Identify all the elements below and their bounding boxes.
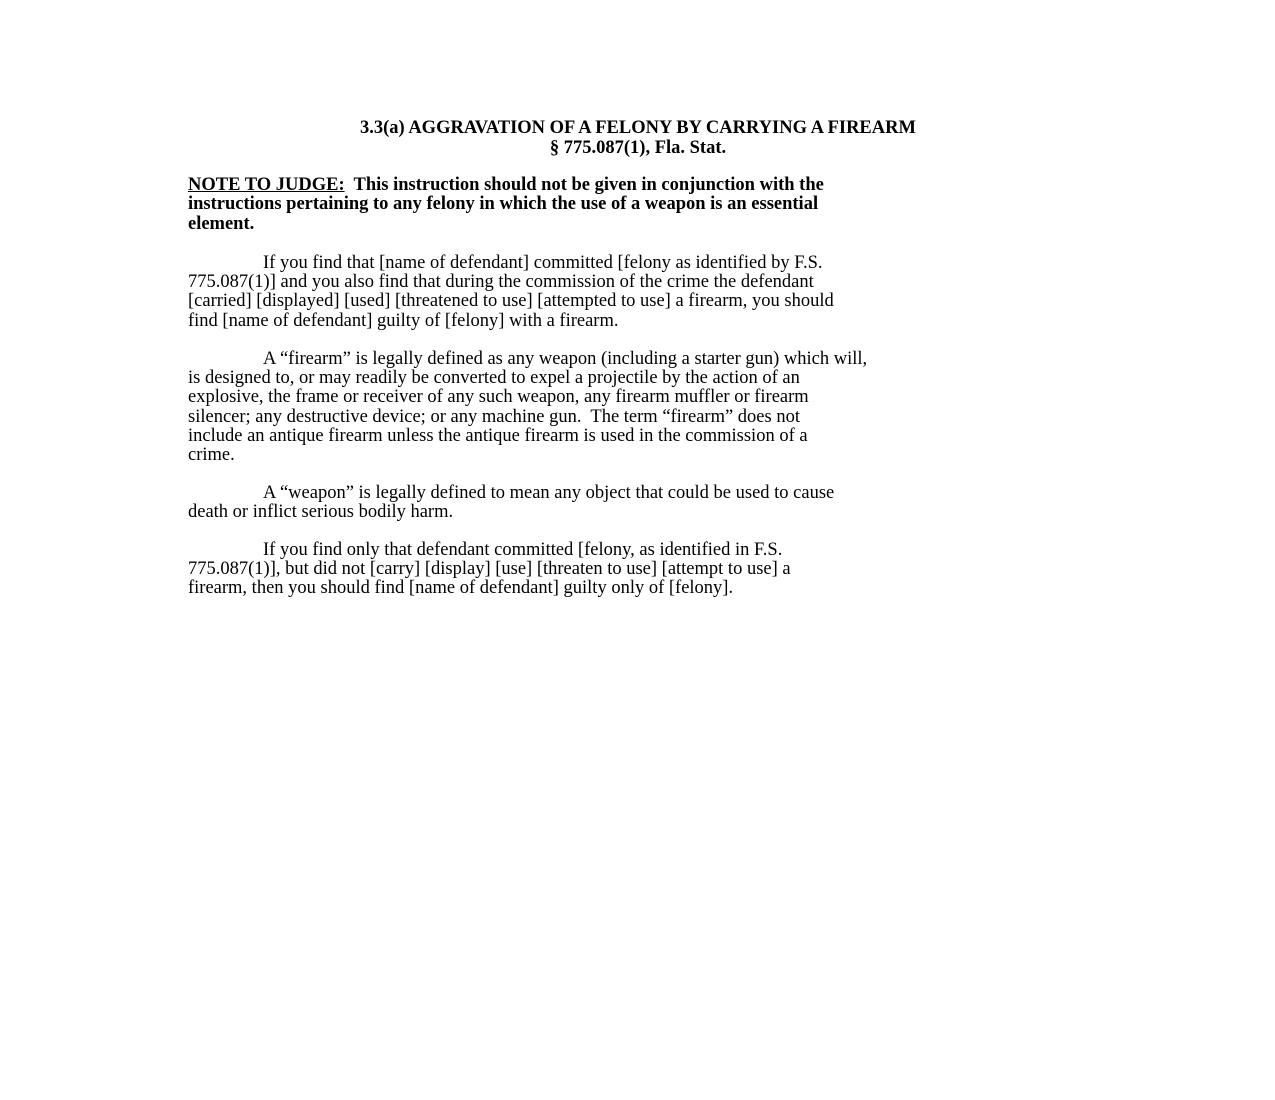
paragraph-line: If you find that [name of defendant] committed [felony as identified by F.S. (263, 253, 823, 273)
paragraph-line: crime. (188, 445, 235, 466)
paragraph-line: 775.087(1)] and you also find that during the commission of the crime the defendant (188, 272, 814, 293)
paragraph-line: death or inflict serious bodily harm. (188, 502, 454, 523)
paragraph-line: include an antique firearm unless the antique firearm is used in the commission of a (188, 425, 808, 446)
paragraph-line: explosive, the frame or receiver of any such weapon, any firearm muffler or firearm (188, 387, 809, 408)
note-text: This instruction should not be given in conjunction with the (344, 175, 824, 195)
paragraph-firearm-definition (188, 350, 1098, 465)
note-line: instructions pertaining to any felony in which the use of a weapon is an essential (188, 194, 819, 215)
paragraph-line: silencer; any destructive device; or any machine gun. The term “firearm” does not (188, 406, 800, 427)
paragraph-line: [carried] [displayed] [used] [threatened to use] [attempted to use] a firearm, you should (188, 291, 834, 312)
paragraph-weapon-definition (188, 484, 1098, 522)
note-label: NOTE TO JUDGE: (188, 175, 345, 195)
paragraph-line: A “firearm” is legally defined as any weapon (including a starter gun) which will, (263, 349, 868, 369)
paragraph-guilty-with-firearm (188, 254, 1098, 331)
instruction-title (188, 118, 1088, 158)
note-line: element. (188, 213, 255, 234)
paragraph-line: A “weapon” is legally defined to mean any object that could be used to cause (263, 483, 835, 503)
paragraph-line: is designed to, or may readily be converted to expel a projectile by the action of an (188, 368, 800, 389)
note-to-judge (188, 176, 1088, 234)
paragraph-line: find [name of defendant] guilty of [felony] with a firearm. (188, 310, 619, 331)
paragraph-guilty-only-of-felony (188, 541, 1098, 599)
paragraph-line: firearm, then you should find [name of defendant] guilty only of [felony]. (188, 578, 734, 599)
title-heading: 3.3(a) AGGRAVATION OF A FELONY BY CARRYING A FIREARM (360, 118, 916, 138)
statute-citation: § 775.087(1), Fla. Stat. (549, 138, 727, 158)
paragraph-line: 775.087(1)], but did not [carry] [display] [use] [threaten to use] [attempt to use] a (188, 559, 791, 580)
note-line (188, 176, 1088, 195)
paragraph-line: If you find only that defendant committed [felony, as identified in F.S. (263, 540, 783, 560)
